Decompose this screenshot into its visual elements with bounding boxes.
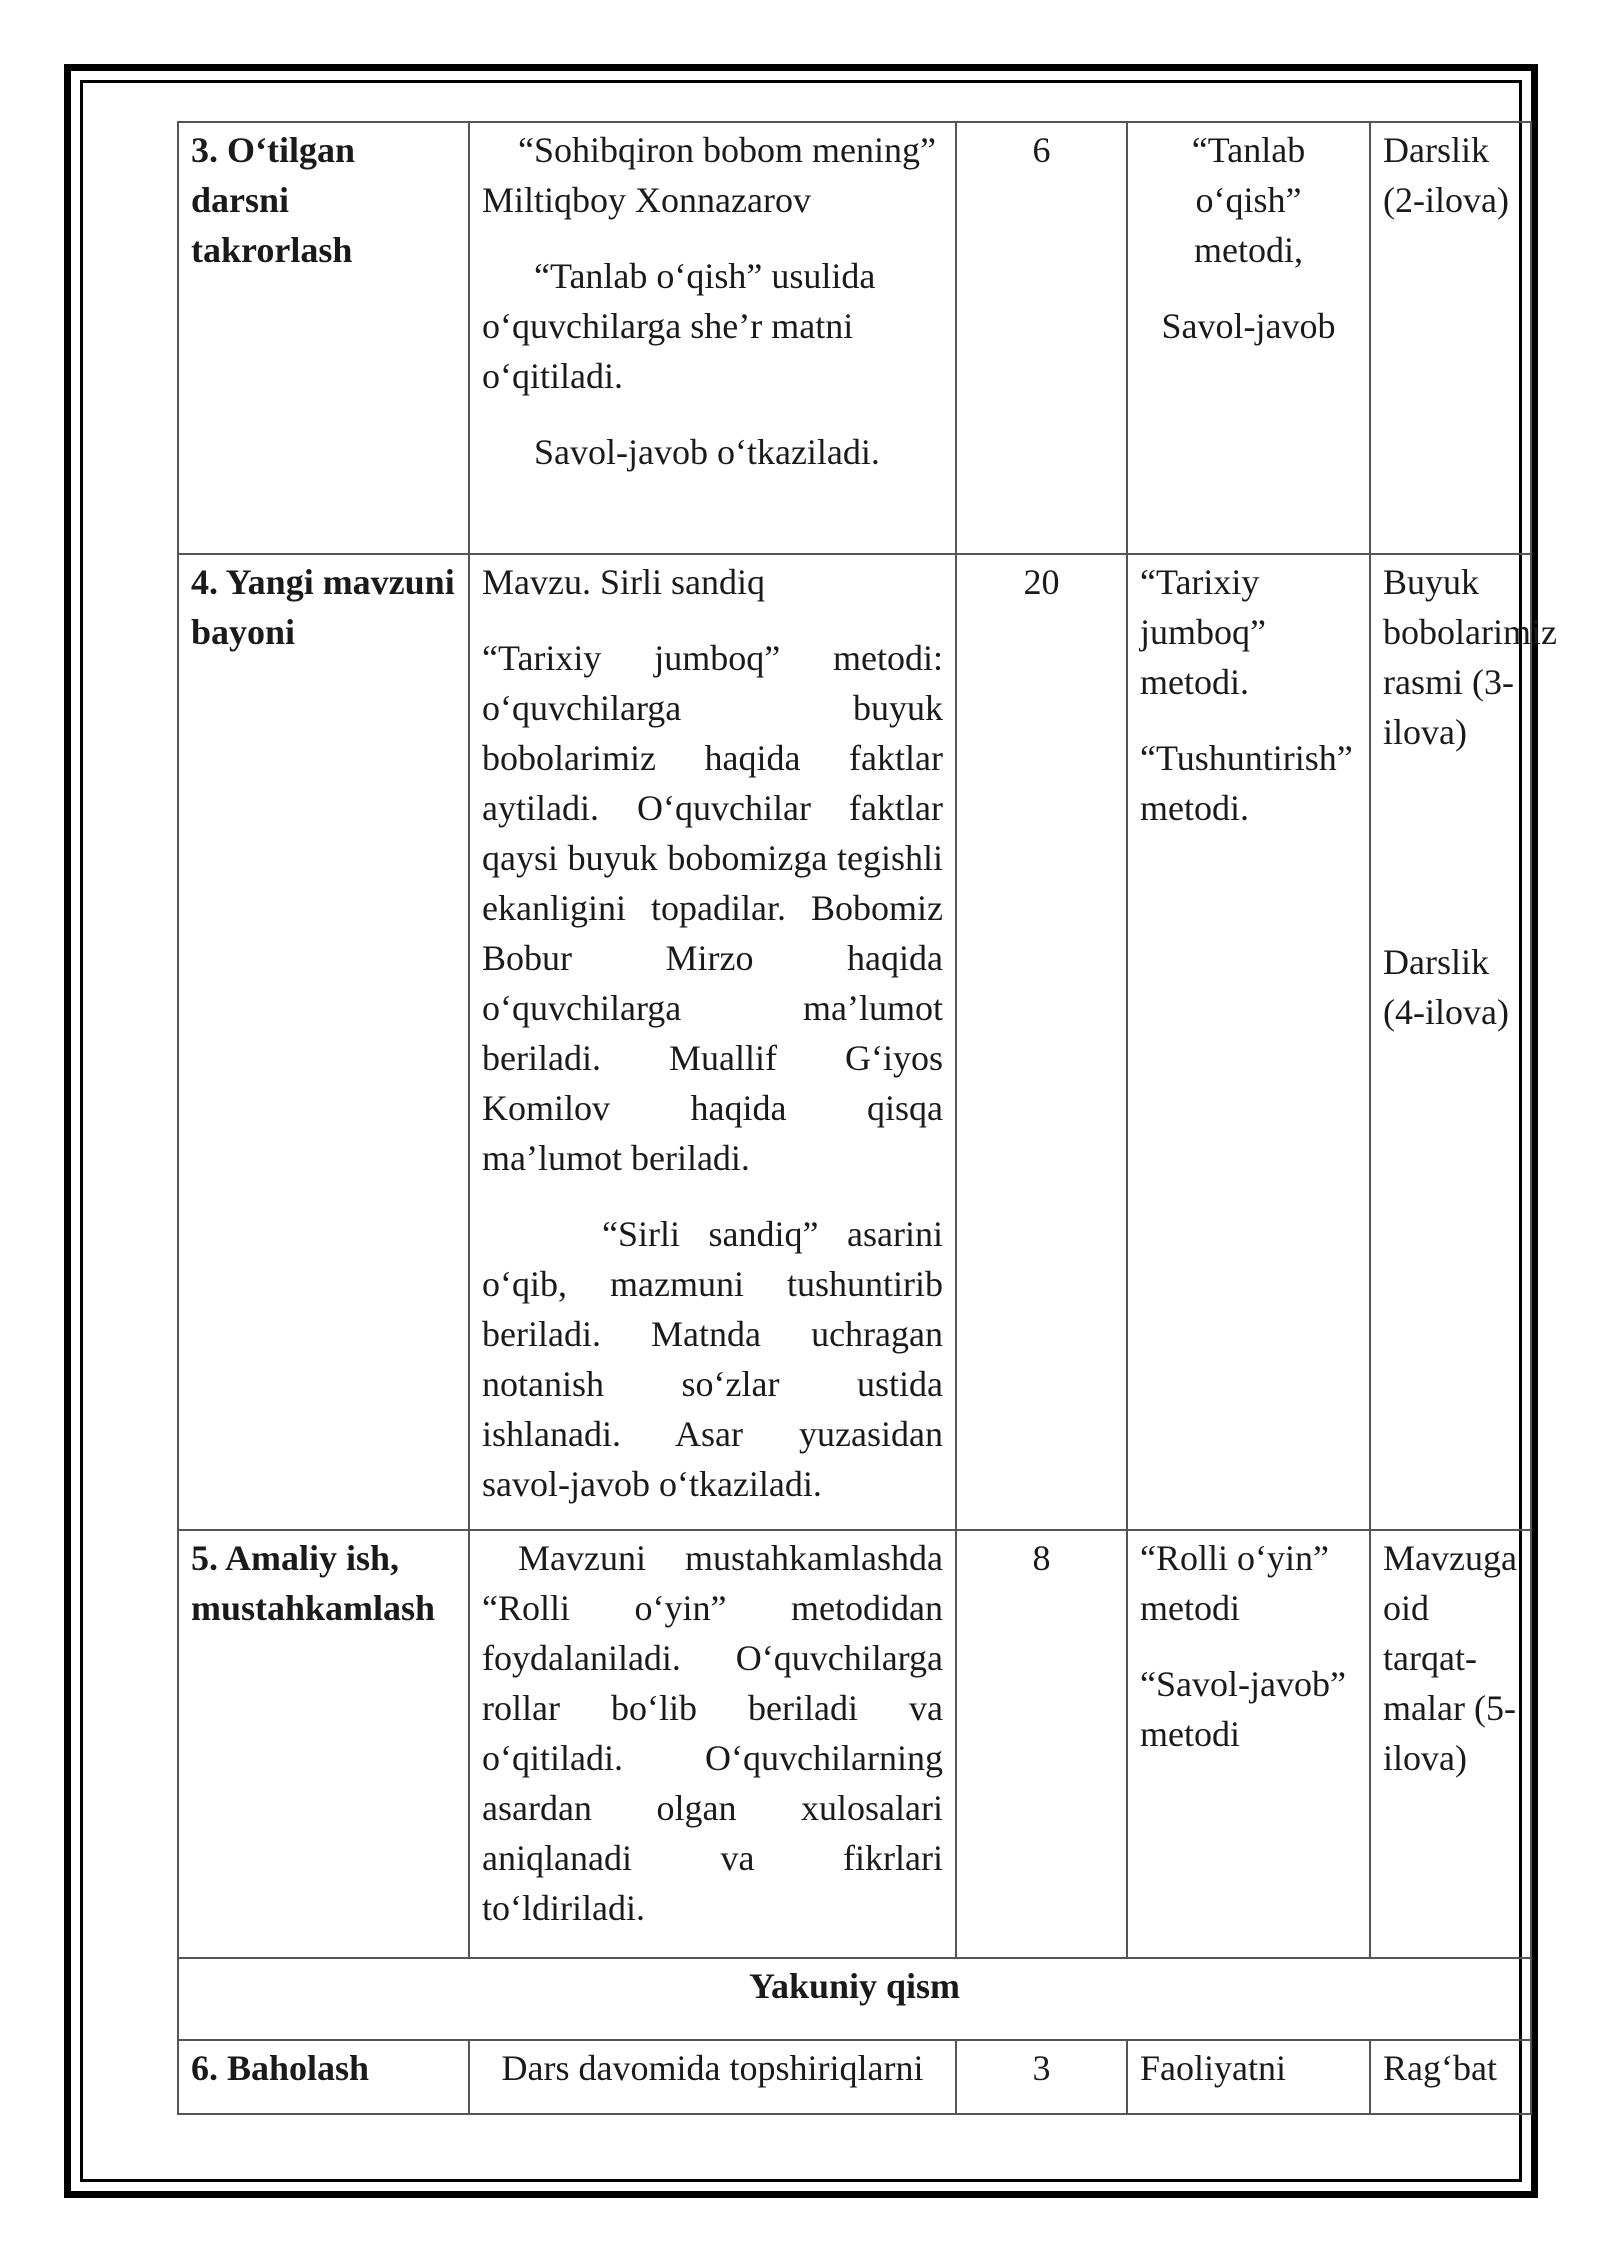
content-paragraph: Mavzuni mustahkamlashda “Rolli o‘yin” metodidan foydalaniladi. O‘quvchilarga rollar bo‘lib beriladi va o‘qitiladi. O‘quvchilarning asardan olgan xulosalari aniqlanadi va fikrlari to‘ldiriladi. <box>482 1538 943 1928</box>
time-value: 8 <box>1032 1538 1051 1578</box>
method-cell <box>1127 1530 1370 1958</box>
time-cell <box>956 1530 1127 1958</box>
time-value: 20 <box>1023 562 1060 602</box>
table-row <box>178 1530 1531 1958</box>
content-cell <box>469 1530 956 1958</box>
method-text: “Tanlab o‘qish” metodi, <box>1191 130 1306 270</box>
section-title: Yakuniy qism <box>178 1958 1531 2040</box>
stage-label: 6. Baholash <box>191 2048 370 2088</box>
time-cell <box>956 2040 1127 2114</box>
method-cell <box>1127 2040 1370 2114</box>
method-text: “Rolli o‘yin” metodi <box>1140 1538 1329 1628</box>
table-row <box>178 554 1531 1530</box>
stage-cell <box>178 554 469 1530</box>
resource-cell <box>1370 554 1557 1530</box>
stage-cell <box>178 122 469 554</box>
content-cell <box>469 554 956 1530</box>
time-cell <box>956 122 1127 554</box>
time-cell <box>956 554 1127 1530</box>
content-paragraph: “Sirli sandiq” asarini o‘qib, mazmuni tushuntirib beriladi. Matnda uchragan notanish so‘zlar ustida ishlanadi. Asar yuzasidan savol-javob o‘tkaziladi. <box>482 1214 943 1504</box>
stage-cell <box>178 2040 469 2114</box>
method-text: “Savol-javob” metodi <box>1140 1664 1346 1754</box>
method-text: Faoliyatni <box>1140 2048 1286 2088</box>
time-value: 3 <box>1032 2048 1051 2088</box>
method-text: “Tushuntirish” metodi. <box>1140 738 1353 828</box>
resource-cell <box>1370 1530 1531 1958</box>
stage-label: 3. O‘tilgan darsni takrorlash <box>191 130 356 270</box>
resource-text: Mavzuga oid tarqat-malar (5-ilova) <box>1383 1538 1517 1778</box>
lesson-plan-table <box>177 121 1557 2115</box>
content-cell <box>469 122 956 554</box>
method-cell <box>1127 122 1370 554</box>
time-value: 6 <box>1032 130 1051 170</box>
stage-cell <box>178 1530 469 1958</box>
method-text: “Tarixiy jumboq” metodi. <box>1140 562 1266 702</box>
content-paragraph: Mavzu. Sirli sandiq <box>482 562 765 602</box>
stage-label: 4. Yangi mavzuni bayoni <box>191 562 455 652</box>
resource-cell <box>1370 2040 1531 2114</box>
resource-text: Darslik (2-ilova) <box>1383 130 1509 220</box>
content-paragraph: Savol-javob o‘tkaziladi. <box>534 432 880 472</box>
content-paragraph: “Tarixiy jumboq” metodi: o‘quvchilarga buyuk bobolarimiz haqida faktlar aytiladi. O‘quvchilar faktlar qaysi buyuk bobomizga tegishli ekanligini topadilar. Bobomiz Bobur Mirzo haqida o‘quvchilarga ma’lumot beriladi. Muallif G‘iyos Komilov haqida qisqa ma’lumot beriladi. <box>482 638 943 1178</box>
method-text: Savol-javob <box>1161 306 1336 346</box>
content-paragraph: “Sohibqiron bobom mening” Miltiqboy Xonnazarov <box>482 130 936 220</box>
resource-text: Buyuk bobolarimiz rasmi (3-ilova) <box>1383 562 1557 752</box>
resource-cell <box>1370 122 1531 554</box>
stage-label: 5. Amaliy ish, mustahkamlash <box>191 1538 436 1628</box>
content-paragraph: Dars davomida topshiriqlarni <box>501 2048 924 2088</box>
content-paragraph: “Tanlab o‘qish” usulida o‘quvchilarga she’r matni o‘qitiladi. <box>482 256 876 396</box>
method-cell <box>1127 554 1370 1530</box>
content-cell <box>469 2040 956 2114</box>
table-row <box>178 122 1531 554</box>
resource-text: Rag‘bat <box>1383 2048 1497 2088</box>
table-row <box>178 2040 1531 2114</box>
section-row <box>178 1958 1531 2040</box>
resource-text: Darslik (4-ilova) <box>1383 942 1509 1032</box>
